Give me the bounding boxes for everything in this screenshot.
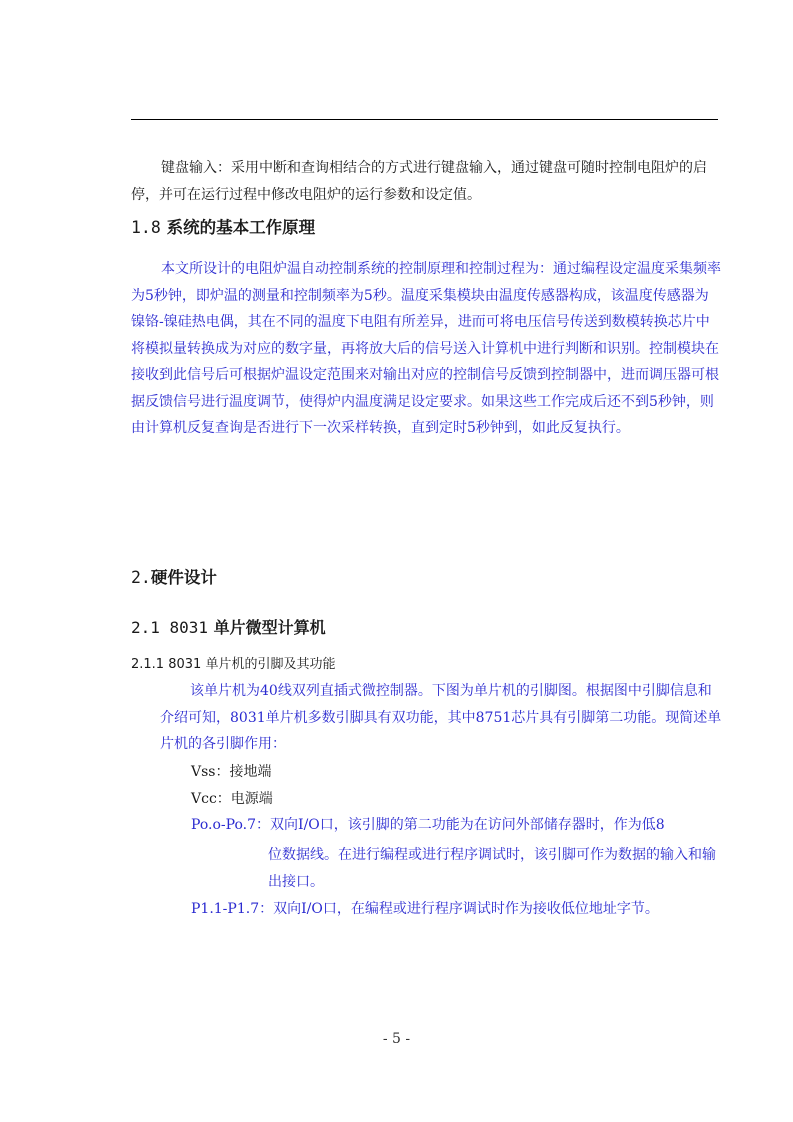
section-2-title: 硬件设计 xyxy=(150,568,217,587)
section-2-number: 2. xyxy=(131,568,151,587)
section-2-1-1-heading xyxy=(131,653,721,672)
pin-name: Vcc： xyxy=(191,790,231,807)
pin-item-vcc xyxy=(191,786,721,813)
section-2-1-heading xyxy=(131,615,721,638)
pin-list-p1 xyxy=(191,896,721,923)
intro-paragraph xyxy=(160,678,723,758)
pin-p0-continuation xyxy=(268,842,723,895)
section-2-1-1-title: 单片机的引脚及其功能 xyxy=(205,657,336,672)
section-2-1-number: 2.1 8031 xyxy=(131,618,209,637)
keyboard-paragraph xyxy=(131,155,721,208)
pin-desc: 双向I/O口，在编程或进行程序调试时作为接收低位地址字节。 xyxy=(273,901,659,917)
pin-name: P1.1-P1.7： xyxy=(191,901,274,917)
section-2-1-1-number: 2.1.1 8031 xyxy=(131,657,202,672)
section-1-8-body xyxy=(131,256,721,442)
pin-item-p1 xyxy=(191,896,721,923)
pin-item-vss xyxy=(191,759,721,786)
keyboard-text: 键盘输入：采用中断和查询相结合的方式进行键盘输入，通过键盘可随时控制电阻炉的启停，并可在运行过程中修改电阻炉的运行参数和设定值。 xyxy=(131,160,707,203)
section-1-8-title: 系统的基本工作原理 xyxy=(166,218,316,237)
pin-item-p0 xyxy=(191,812,721,839)
section-2-heading xyxy=(131,564,721,588)
pin-name: Vss： xyxy=(191,764,230,780)
pin-desc: 电源端 xyxy=(230,790,273,807)
pin-list xyxy=(191,759,721,839)
section-2-1-title: 单片微型计算机 xyxy=(213,618,326,637)
intro-text: 该单片机为40线双列直插式微控制器。下图为单片机的引脚图。根据图中引脚信息和介绍可知，8031单片机多数引脚具有双功能，其中8751芯片具有引脚第二功能。现简述单片机的各引脚作用： xyxy=(160,683,722,752)
pin-desc: 双向I/O口，该引脚的第二功能为在访问外部储存器时，作为低8 xyxy=(270,817,665,833)
pin-desc: 接地端 xyxy=(229,764,272,780)
pin-name: Po.o-Po.7： xyxy=(191,817,271,833)
section-1-8-number: 1.8 xyxy=(131,218,161,237)
page-number: - 5 - xyxy=(382,1031,411,1047)
pin-desc-cont: 位数据线。在进行编程或进行程序调试时，该引脚可作为数据的输入和输出接口。 xyxy=(268,847,716,890)
section-1-8-heading xyxy=(131,214,721,238)
header-rule xyxy=(131,119,718,120)
principle-text: 本文所设计的电阻炉温自动控制系统的控制原理和控制过程为：通过编程设定温度采集频率为5秒钟，即炉温的测量和控制频率为5秒。温度采集模块由温度传感器构成，该温度传感器为镍铬-镍硅热电偶，其在不同的温度下电阻有所差异，进而可将电压信号传送到数模转换芯片中将模拟量转换成为对应的数字量，再将放大后的信号送入计算机中进行判断和识别。控制模块在接收到此信号后可根据炉温设定范围来对输出对应的控制信号反馈到控制器中，进而调压器可根据反馈信号进行温度调节，使得炉内温度满足设定要求。如果这些工作完成后还不到5秒钟，则由计算机反复查询是否进行下一次采样转换，直到定时5秒钟到，如此反复执行。 xyxy=(131,261,721,436)
